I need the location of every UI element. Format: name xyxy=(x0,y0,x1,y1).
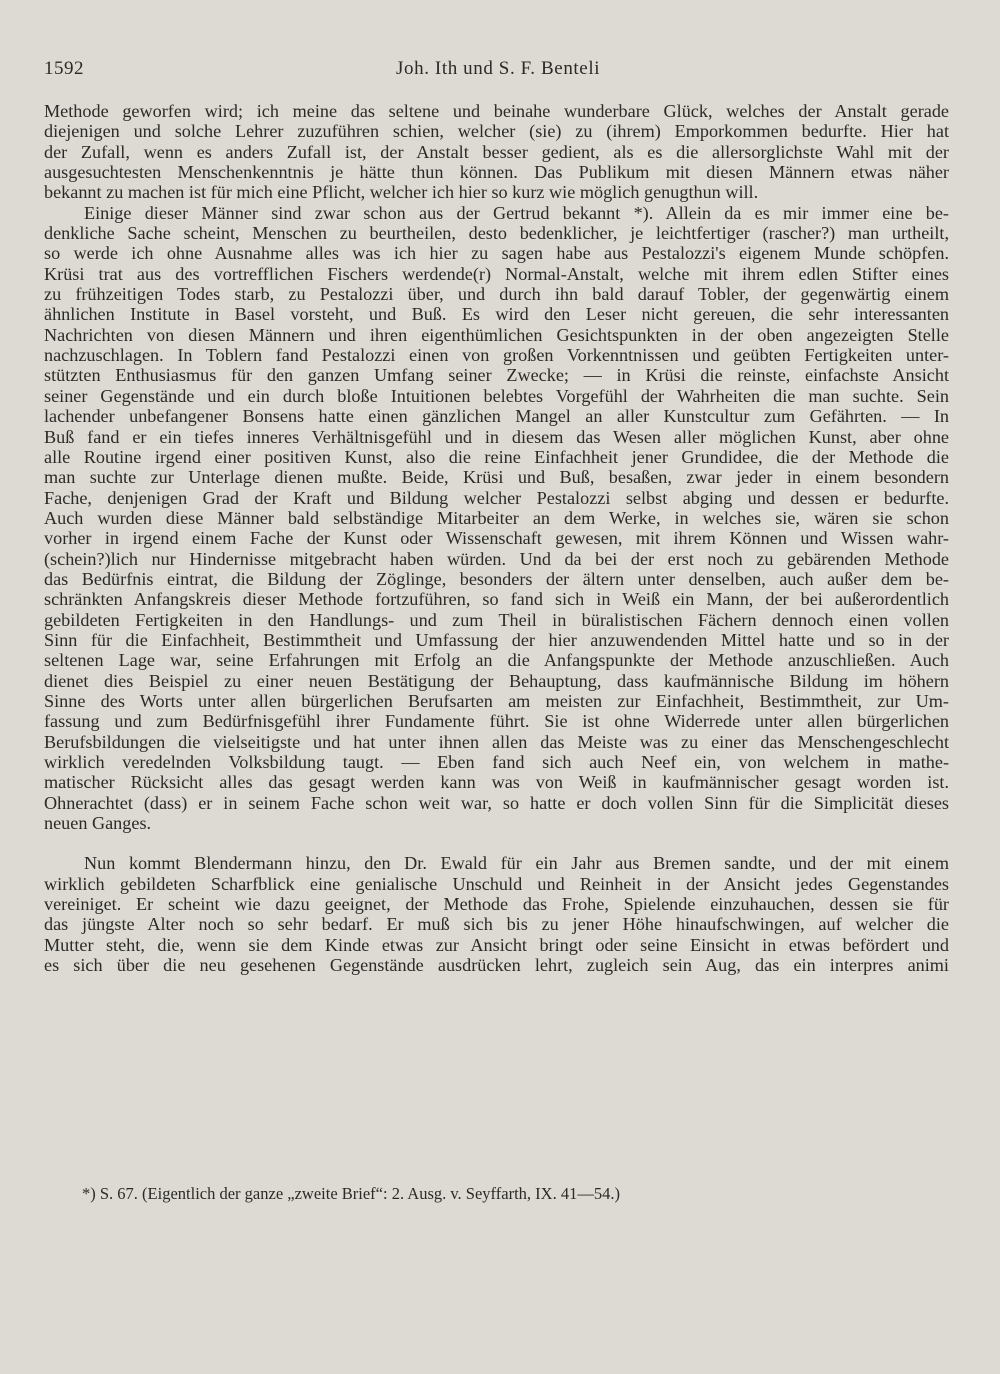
paragraph xyxy=(44,101,949,203)
paragraph xyxy=(44,853,949,975)
text-line: es sich über die neu gesehenen Gegenstände ausdrücken lehrt, zugleich sein Aug, das ein interpres animi xyxy=(44,955,949,976)
text-line: Fache, denjenigen Grad der Kraft und Bildung welcher Pestalozzi selbst abging und dessen er bedurfte. xyxy=(44,487,949,508)
text-line: vorher in irgend einem Fache der Kunst oder Wissenschaft gewesen, mit ihrem Können und Wissen wahr- xyxy=(44,528,949,549)
footnote: *) S. 67. (Eigentlich der ganze „zweite Brief“: 2. Ausg. v. Seyffarth, IX. 41—54.) xyxy=(82,1184,620,1203)
text-line: bekannt zu machen ist für mich eine Pflicht, welcher ich hier so kurz wie möglich genugthun will. xyxy=(44,182,759,203)
text-line: Mutter steht, die, wenn sie dem Kinde etwas zur Ansicht bringt oder seine Einsicht in etwas befördert und xyxy=(44,934,949,955)
text-line: fassung und zum Bedürfnisgefühl ihrer Fundamente führt. Sie ist ohne Widerrede unter allen bürgerlichen xyxy=(44,711,949,732)
text-line: seiner Gegenstände und ein durch bloße Intuitionen belebtes Vorgefühl der Wahrheiten die man suchte. Sein xyxy=(44,385,949,406)
text-line: Sinn für die Einfachheit, Bestimmtheit und Umfassung der hier anzuwendenden Mittel hatte und so in der xyxy=(44,629,949,650)
text-line: (schein?)lich nur Hindernisse mitgebracht haben würden. Und da bei der erst noch zu gebärenden Methode xyxy=(44,548,949,569)
text-line: Auch wurden diese Männer bald selbständige Mitarbeiter an dem Werke, in welches sie, wären sie schon xyxy=(44,507,949,528)
text-line: dienet dies Beispiel zu einer neuen Bestätigung der Behauptung, dass kaufmännische Bildung im höhern xyxy=(44,670,949,691)
text-line: das Bedürfnis eintrat, die Bildung der Zöglinge, besonders der ältern unter denselben, auch außer dem be- xyxy=(44,568,949,589)
text-line: Ohnerachtet (dass) er in seinem Fache schon weit war, so hatte er doch vollen Sinn für die Simplicität dieses xyxy=(44,792,949,813)
text-line: Methode geworfen wird; ich meine das seltene und beinahe wunderbare Glück, welches der Anstalt gerade xyxy=(44,101,949,121)
text-line: vereiniget. Er scheint wie dazu geeignet, der Methode das Frohe, Spielende einzuhauchen, dessen sie für xyxy=(44,894,949,915)
text-line: nachzuschlagen. In Toblern fand Pestalozzi einen von großen Vorkenntnissen und geübten Fertigkeiten unter- xyxy=(44,345,949,366)
page-number: 1592 xyxy=(44,58,84,79)
text-line: Einige dieser Männer sind zwar schon aus der Gertrud bekannt *). Allein da es mir immer eine be- xyxy=(84,202,949,223)
body-text xyxy=(44,101,949,975)
text-line: lachender unbefangener Bonsens hatte einen gänzlichen Mangel an aller Kunstcultur zum Gefährten. — In xyxy=(44,406,949,427)
text-line: Nachrichten von diesen Männern und ihren eigenthümlichen Gesichtspunkten in der oben angezeigten Stelle xyxy=(44,324,949,345)
text-line: das jüngste Alter noch so sehr bedarf. Er muß sich bis zu jener Höhe hinaufschwingen, auf welcher die xyxy=(44,914,949,935)
text-line: schränkten Anfangskreis dieser Methode fortzuführen, so fand sich in Weiß ein Mann, der bei außerordentlich xyxy=(44,589,949,610)
text-line: diejenigen und solche Lehrer zuzuführen schien, welcher (sie) zu (ihrem) Emporkommen bedurfte. Hier hat xyxy=(44,121,949,142)
text-line: zu frühzeitigen Todes starb, zu Pestalozzi über, und durch ihn bald darauf Tobler, der gegenwärtig einem xyxy=(44,284,949,305)
text-line: gebildeten Fertigkeiten in den Handlungs- und zum Theil in büralistischen Fächern dennoch einen vollen xyxy=(44,609,949,630)
text-line: ähnlichen Institute in Basel vorsteht, und Buß. Es wird den Leser nicht gereuen, die sehr interessanten xyxy=(44,304,949,325)
text-line: der Zufall, wenn es anders Zufall ist, der Anstalt besser gedient, als es die allersorglichste Wahl mit der xyxy=(44,141,949,162)
paragraph-gap xyxy=(44,833,949,853)
text-line: so werde ich ohne Ausnahme alles was ich hier zu sagen habe aus Pestalozzi's eigenem Munde schöpfen. xyxy=(44,243,949,264)
page-header xyxy=(44,58,950,88)
text-line: seltenen Lage war, seine Erfahrungen mit Erfolg an die Anfangspunkte der Methode anzuschließen. Auch xyxy=(44,650,949,671)
text-line: man suchte zur Unterlage dienen mußte. Beide, Krüsi und Buß, besaßen, zwar jeder in einem besondern xyxy=(44,467,949,488)
text-line: stützten Enthusiasmus für den ganzen Umfang seiner Zwecke; — in Krüsi die reinste, einfachste Ansicht xyxy=(44,365,949,386)
text-line: denkliche Sache scheint, Menschen zu beurtheilen, desto bedenklicher, je leichtfertiger (rascher?) man urtheilt, xyxy=(44,223,949,244)
text-line: neuen Ganges. xyxy=(44,813,152,834)
text-line: Berufsbildungen die vielseitigste und hat unter ihnen allen das Meiste was zu einer das Menschengeschlecht xyxy=(44,731,949,752)
running-head: Joh. Ith und S. F. Benteli xyxy=(396,58,601,79)
text-line: Buß fand er ein tiefes inneres Verhältnisgefühl und in diesem das Wesen aller möglichen Kunst, aber ohne xyxy=(44,426,949,447)
text-line: Nun kommt Blendermann hinzu, den Dr. Ewald für ein Jahr aus Bremen sandte, und der mit einem xyxy=(84,853,949,874)
paragraph xyxy=(44,203,949,834)
text-line: wirklich gebildeten Scharfblick eine genialische Unschuld und Reinheit in der Ansicht jedes Gegenstandes xyxy=(44,873,949,894)
text-line: Krüsi trat aus des vortrefflichen Fischers werdende(r) Normal-Anstalt, welche mit ihrem edlen Stifter eines xyxy=(44,263,949,284)
text-line: matischer Rücksicht alles das gesagt werden kann was von Weiß in kaufmännischer gesagt worden ist. xyxy=(44,772,949,793)
text-line: alle Routine irgend einer positiven Kunst, also die reine Einfachheit jener Grundidee, die der Methode die xyxy=(44,446,949,467)
text-line: wirklich veredelnden Volksbildung taugt. — Eben fand sich auch Neef ein, von welchem in mathe- xyxy=(44,752,949,772)
text-line: Sinne des Worts unter allen bürgerlichen Berufsarten am meisten zur Einfachheit, Bestimmtheit, zur Um- xyxy=(44,690,949,711)
text-line: ausgesuchtesten Menschenkenntnis je hätte thun können. Das Publikum mit diesen Männern etwas näher xyxy=(44,162,949,183)
